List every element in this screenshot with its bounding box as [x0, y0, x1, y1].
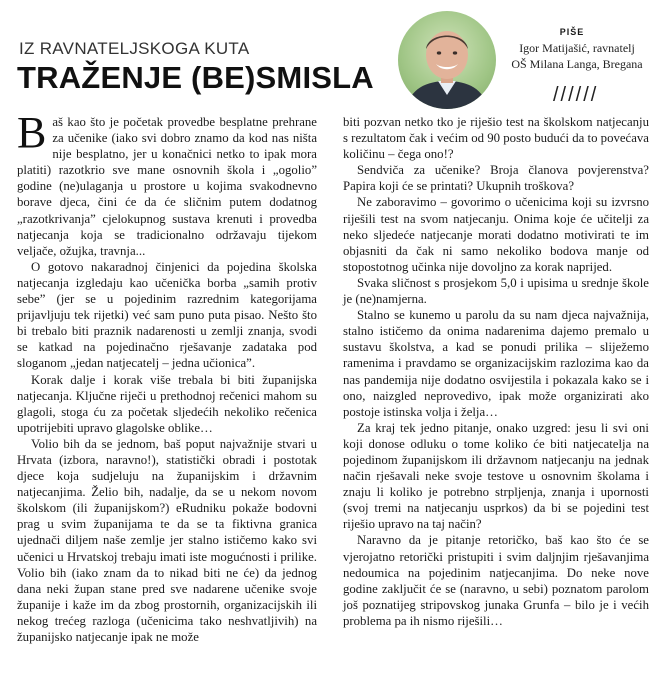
- author-photo: [398, 11, 496, 109]
- drop-cap: B: [17, 108, 47, 157]
- byline-label: PIŠE: [559, 27, 585, 37]
- article-paragraph: Naravno da je pitanje retoričko, baš kao što će se vjerojatno retorički pristupiti i svim daljnjim rješavanjima nedoumica na pojedinim natjecanjima. Do neke nove godine zaključit će se (naravno, u sebi) poznatom parolom još poznatijeg stripovskog junaka Grunfa – bilo je i većih problema pa ih nismo riješili…: [343, 533, 649, 628]
- author-school: OŠ Milana Langa, Bregana: [511, 57, 643, 71]
- article-column-left: [17, 108, 317, 645]
- paragraph-text: aš kao što je početak provedbe besplatne prehrane za učenike (iako svi dobro znamo da kod nas ništa nije besplatno, jer u konačnici netko to ipak mora platiti) razotkrio sve mane osnovnih škola i „ogolio” godine (ne)ulaganja u prostore u kojima svakodnevno borave djeca, čini će da će sličnim putem dodatnog „razotkrivanja” cjelokupnog sustava krenuti i provedba natjecanja koja se tradicionalno održavaju tijekom veljače, ožujka, travnja...: [17, 115, 317, 258]
- article-paragraph: Svaka sličnost s prosjekom 5,0 i upisima u srednje škole je (ne)namjerna.: [343, 275, 649, 307]
- section-kicker: IZ RAVNATELJSKOGA KUTA: [19, 39, 250, 58]
- article-paragraph: Korak dalje i korak više trebala bi biti županijska natjecanja. Ključne riječi u prethodnoj rečenici mahom su glagoli, stoga ću za početak sljedećih nekoliko rečenica upotrijebiti upravo glagolske oblike…: [17, 372, 317, 435]
- article-paragraph: Za kraj tek jedno pitanje, onako uzgred: jesu li svi oni koji donose odluku o tome koliko će biti natjecatelja na pojedinom županijskom ili državnom natjecanju na jednak način rješavali neke svoje testove u osnovnim školama i znaju li koliko je potrebno strpljenja, znanja i upornosti (svoj tremi na natjecanju usprkos) da bi se pojedini test riješio upravo na taj način?: [343, 420, 649, 532]
- article-paragraph: Ne zaboravimo – govorimo o učenicima koji su izvrsno riješili test na svom natjecanju. Onima koje će učitelji za neko sljedeće natjecanje morati dodatno motivirati te im objasniti da čak ni samo nekoliko bodova manje od stopostotnog učinka nije dovoljno za korak naprijed.: [343, 195, 649, 274]
- article-headline: TRAŽENJE (BE)SMISLA: [17, 60, 374, 95]
- author-name: Igor Matijašić, ravnatelj: [519, 41, 635, 55]
- author-portrait-icon: [398, 11, 496, 109]
- decorative-slashes: //////: [553, 84, 599, 106]
- byline-author: [507, 40, 647, 72]
- article-column-right: [343, 114, 649, 629]
- article-paragraph: Volio bih da se jednom, baš poput najvažnije stvari u Hrvata (izbora, naravno!), statistički obradi i postotak djece koja sudjeluju na županijskim i državnim natjecanjima. Želio bih, nadalje, da se u nekom novom školskom (ili županijskom?) eRudniku pokaže bodovni prag u svim županijama te da se ta fiktivna granica ujednači diljem naše zemlje jer stalno ističemo kako svi učenici u Hrvatskoj trebaju imati iste mogućnosti i prilike. Volio bih (iako znam da to nikad biti ne će) da jednog dana neki župan stane pred sve nadarene učenike svoje županije i kaže im da zbog prostornih, organizacijskih ili nekog trećeg razloga (učenicima tako neshvatljivih) na županijsko natjecanje ipak ne može: [17, 436, 317, 644]
- article-paragraph: O gotovo nakaradnoj činjenici da pojedina školska natjecanja izgledaju kao učenička borba „samih protiv sebe” (jer se u pojedinim razrednim kategorijama prijavljuju tek rijetki) već sam puno puta pisao. Nešto što bi trebalo biti praznik nadarenosti u zemlji znanja, svodi se katkad na pojedinačno rješavanje zadataka pod sloganom „jedan natjecatelj – jedna učionica”.: [17, 259, 317, 371]
- article-paragraph: [17, 108, 317, 259]
- article-paragraph: Stalno se kunemo u parolu da su nam djeca najvažnija, stalno ističemo da onima nadarenima dajemo premalo u sustavu školstva, a kad se ponudi prilika – sliježemo ramenima i pravdamo se organizacijskim razlozima kao da nas pandemija nije dodatno osvijestila i pokazala kako se i ono, naizgled neprovedivo, ipak može organizirati ako postoje istinska volja i želja…: [343, 308, 649, 419]
- article-paragraph: biti pozvan netko tko je riješio test na školskom natjecanju s rezultatom čak i većim od 90 posto budući da to povećava količinu – čega ono!?: [343, 115, 649, 162]
- article-paragraph: Sendviča za učenike? Broja članova povjerenstva? Papira koji će se printati? Ukupnih troškova?: [343, 163, 649, 194]
